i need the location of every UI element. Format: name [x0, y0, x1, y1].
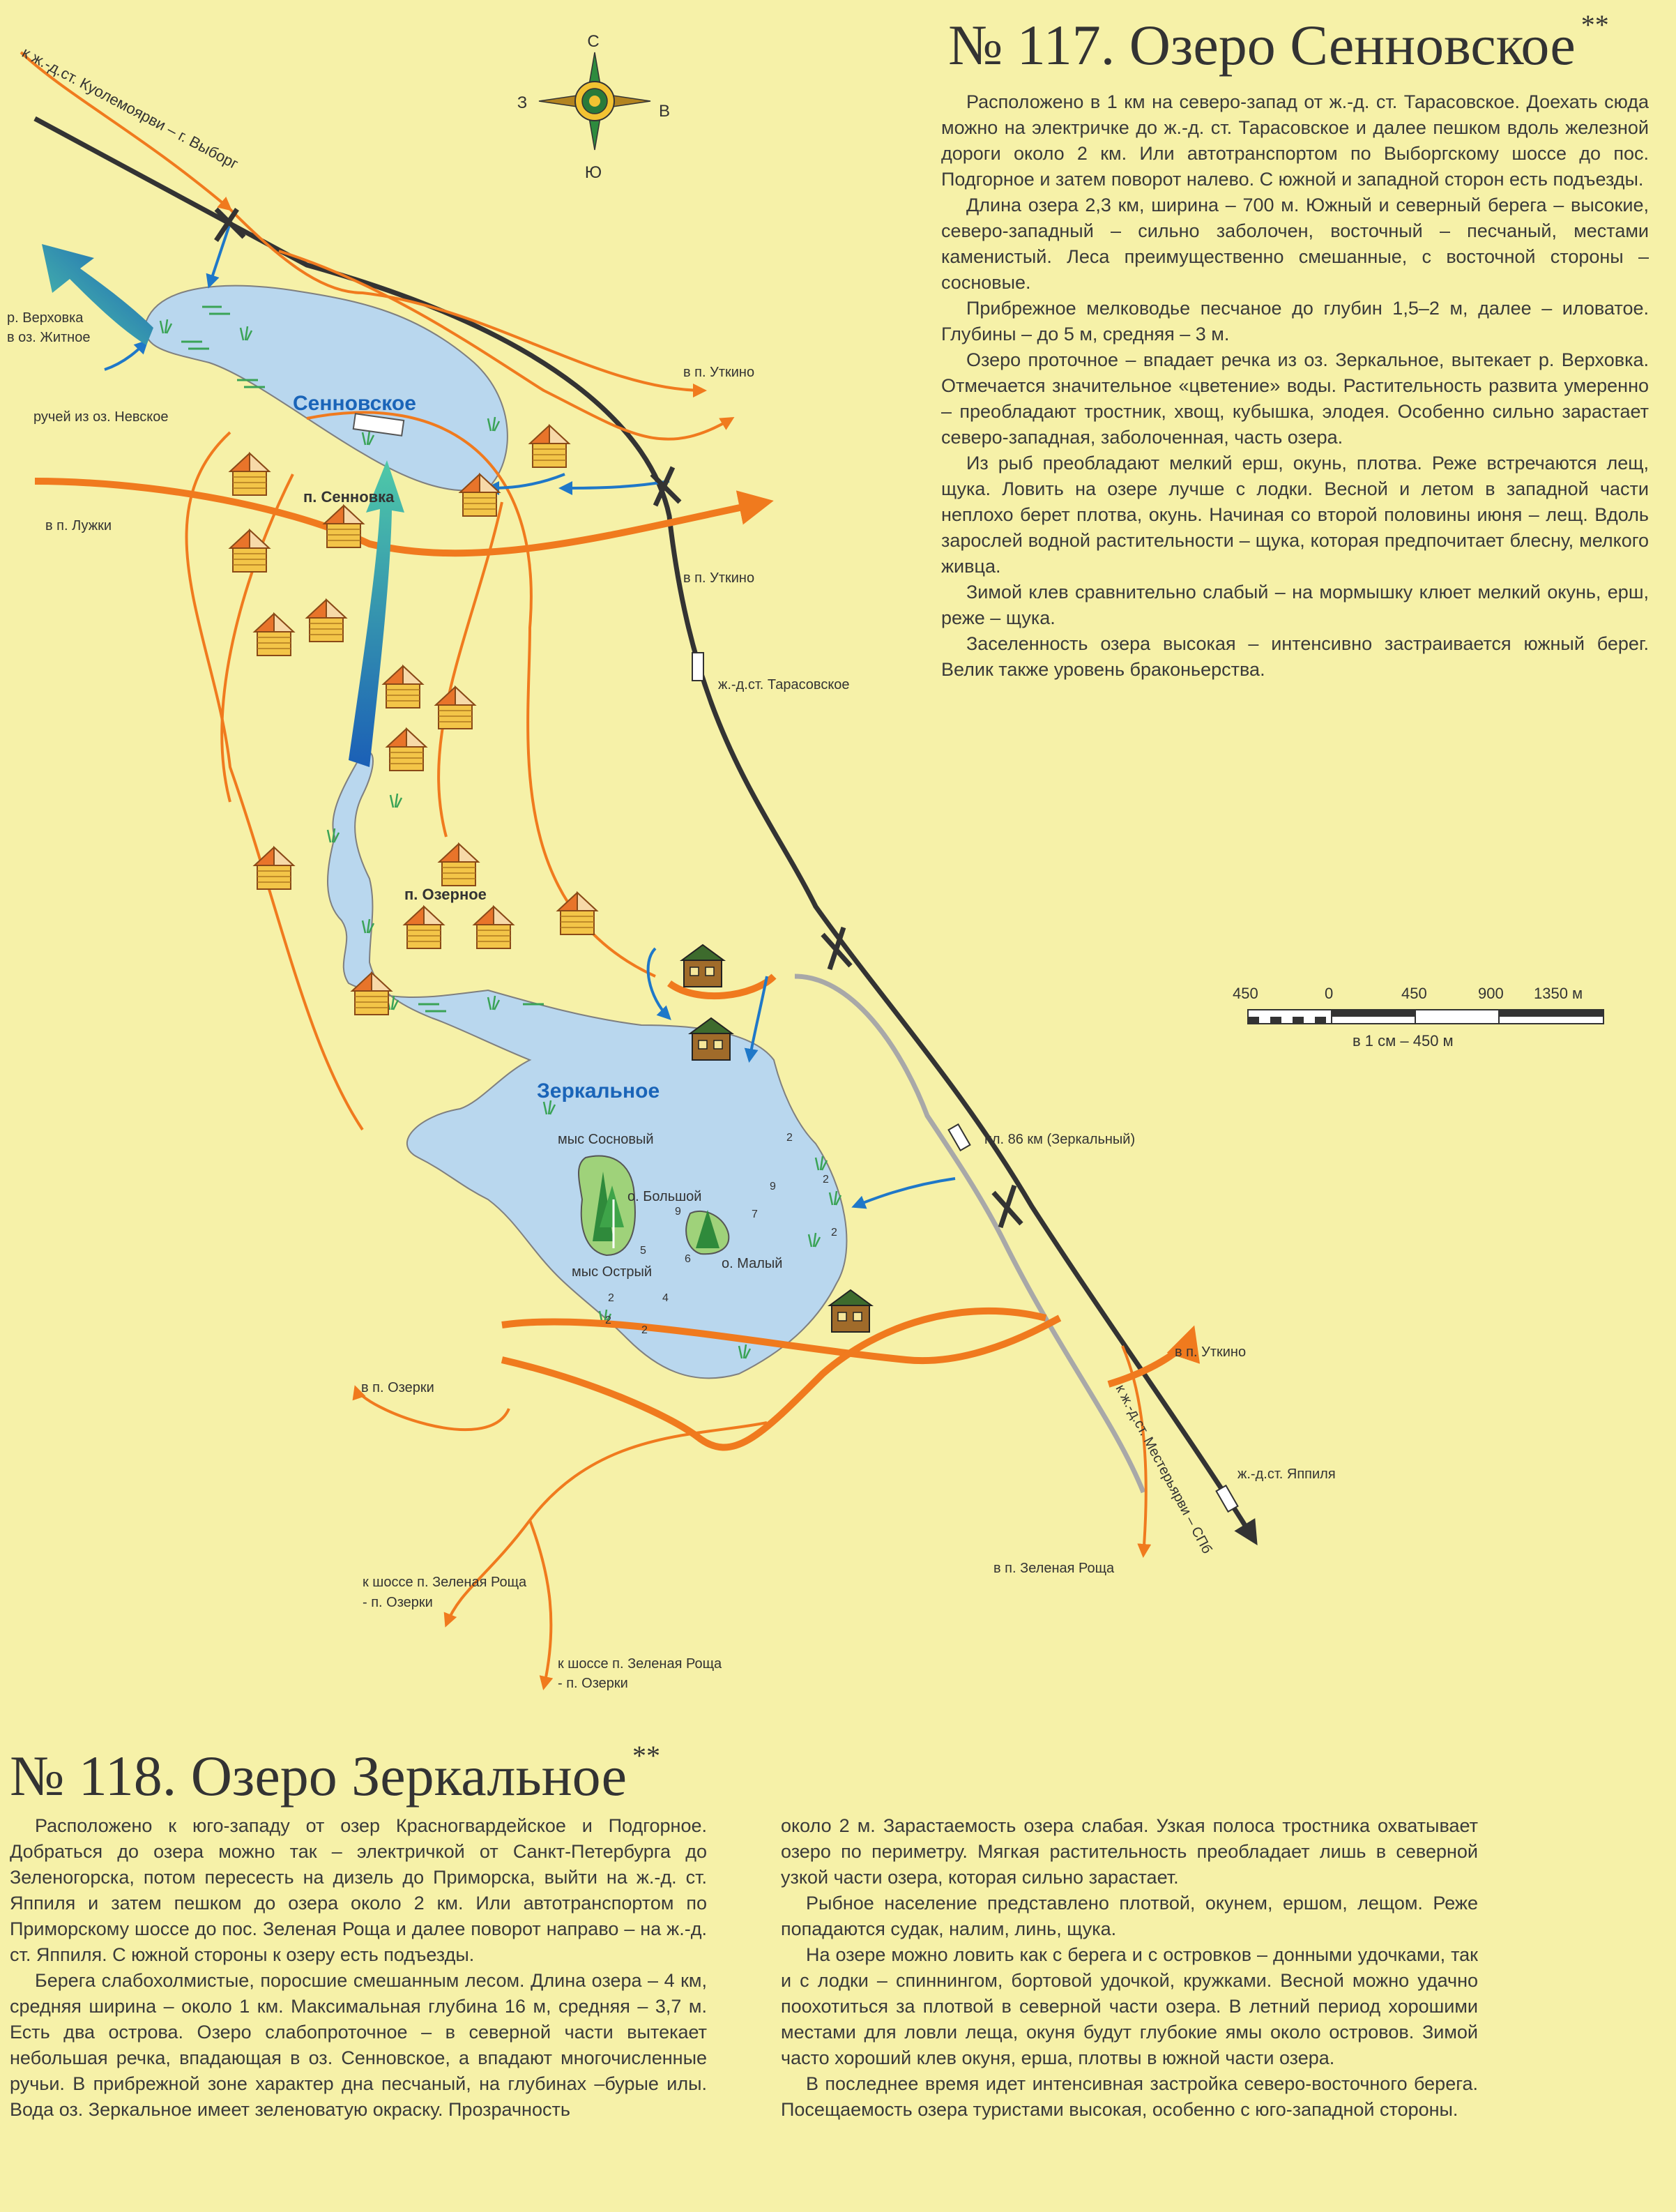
article-118-paragraph: В последнее время идет интенсивная застройка северо-восточного берега. Посещаемость озера туристами высокая, особенно с юго-западной стороны. [781, 2073, 1478, 2120]
article-118-heading [10, 1740, 660, 1809]
article-117-paragraph: Расположено в 1 км на северо-запад от ж.-д. ст. Тарасовское. Доехать сюда можно на электричке до ж.-д. ст. Тарасовское и далее пешком вдоль железной дороги около 2 км. Или автотранспортом по Выборгскому шоссе до пос. Подгорное и затем поворот налево. С южной и западной сторон есть подъезды. [941, 91, 1649, 190]
compass [517, 32, 670, 182]
article-117-heading [948, 9, 1609, 78]
article-117-paragraph: Прибрежное мелководье песчаное до глубин 1,5–2 м, далее – иловатое. Глубины – до 5 м, средняя – 3 м. [941, 298, 1649, 344]
label-rail-nw: к ж.-д.ст. Куолемоярви – г. Выборг [19, 43, 241, 173]
label-to-ozerki: в п. Озерки [361, 1380, 434, 1395]
article-118-paragraph: Берега слабохолмистые, поросшие смешанным лесом. Длина озера – 4 км, средняя ширина – около 1 км. Максимальная глубина 16 м, средняя – 3,7 м. Есть два острова. Озеро слабопроточное – в северной части вытекает небольшая речка, впадающая в оз. Сенновское, а впадают многочисленные ручьи. В прибрежной зоне характер дна песчаный, на глубинах –бурые илы. Вода оз. Зеркальное имеет зеленоватую окраску. Прозрачность [10, 1970, 707, 2120]
svg-text:1350 м: 1350 м [1534, 985, 1583, 1002]
label-cape-sosnovy: мыс Сосновый [558, 1132, 654, 1147]
svg-text:900: 900 [1478, 985, 1504, 1002]
scale-bar [1233, 985, 1603, 1050]
label-to-utkino-3: в п. Уткино [1175, 1344, 1247, 1360]
label-rail-se: к ж.-д.ст. Местерьярви – СПб [1112, 1382, 1215, 1556]
lake-name-zerkalnoe: Зеркальное [537, 1080, 660, 1103]
svg-text:9: 9 [675, 1206, 681, 1218]
svg-text:9: 9 [770, 1181, 776, 1192]
label-station-tarasovskoe: ж.-д.ст. Тарасовское [718, 677, 850, 692]
article-118-paragraph: Расположено к юго-западу от озер Красногвардейское и Подгорное. Добраться до озера можно так – электричкой от Санкт-Петербурга до Зеленогорска, потом пересесть на дизель до Приморска, выйти на ж.-д. ст. Яппиля и затем пешком до озера около 2 км. Или автотранспортом по Приморскому шоссе до пос. Зеленая Роща и далее поворот направо – на ж.-д. ст. Яппиля. С южной стороны к озеру есть подъезды. [10, 1815, 707, 1965]
article-117-paragraph: Озеро проточное – впадает речка из оз. Зеркальное, вытекает р. Верховка. Отмечается значительное «цветение» воды. Растительность развита умеренно – преобладают тростник, хвощ, кубышка, элодея. Особенно сильно зарастает северо-западная, заболоченная, часть озера. [941, 349, 1649, 448]
label-village-sennovka: п. Сенновка [303, 488, 395, 506]
label-station-yappilya: ж.-д.ст. Яппиля [1237, 1467, 1336, 1482]
svg-text:2: 2 [608, 1292, 614, 1304]
station-tarasovskoe-mark [692, 653, 703, 681]
label-verkhovka: р. Верховка [7, 310, 84, 326]
river-to-sennovskoe [349, 460, 404, 767]
svg-text:6: 6 [685, 1253, 691, 1265]
label-highway-2a: к шоссе п. Зеленая Роща [558, 1656, 722, 1672]
label-verkhovka-2: в оз. Житное [7, 330, 91, 345]
label-island-small: о. Малый [722, 1256, 783, 1271]
label-to-zelenaya-roshcha: в п. Зеленая Роща [993, 1561, 1115, 1576]
svg-text:0: 0 [1325, 985, 1334, 1002]
label-highway-1a: к шоссе п. Зеленая Роща [363, 1575, 527, 1590]
label-to-utkino-1: в п. Уткино [683, 365, 755, 380]
label-platform-86: пл. 86 км (Зеркальный) [984, 1132, 1136, 1147]
svg-text:2: 2 [641, 1324, 648, 1336]
svg-text:5: 5 [640, 1245, 646, 1257]
svg-text:450: 450 [1401, 985, 1427, 1002]
svg-text:450: 450 [1233, 985, 1258, 1002]
compass-west: З [517, 93, 528, 112]
lake-name-sennovskoe: Сенновское [293, 392, 416, 415]
label-village-ozernoe: п. Озерное [404, 886, 487, 903]
platform-86-mark [949, 1124, 970, 1150]
lake-zerkalnoe [328, 752, 846, 1378]
svg-text:2: 2 [823, 1174, 829, 1185]
article-117-number: № 117. [948, 13, 1115, 77]
article-117-paragraph: Из рыб преобладают мелкий ерш, окунь, плотва. Реже встречаются лещ, щука. Ловить на озере лучше с лодки. Весной и летом в западной части неплохо берет плотва, окунь. Начиная со второй половины июня – лещ. Вдоль зарослей водной растительности – щука, которая предпочитает блесну, мелкого живца. [941, 453, 1649, 577]
svg-text:7: 7 [752, 1209, 758, 1220]
scale-caption: в 1 см – 450 м [1353, 1032, 1454, 1050]
label-to-utkino-2: в п. Уткино [683, 570, 755, 586]
label-highway-1b: - п. Озерки [363, 1595, 433, 1610]
article-117-paragraph: Зимой клев сравнительно слабый – на мормышку клюет мелкий окунь, ерш, реже – щука. [941, 582, 1649, 628]
compass-north: С [587, 32, 600, 51]
article-118-right-column [781, 1813, 1478, 2123]
compass-east: В [658, 102, 671, 121]
island-bolshoy [579, 1156, 635, 1256]
article-117-title: Озеро Сенновское [1129, 13, 1576, 77]
svg-text:2: 2 [605, 1315, 611, 1326]
article-117-paragraph: Длина озера 2,3 км, ширина – 700 м. Южный и северный берега – высокие, северо-западный – сильно заболочен, восточный – песчаный, местами каменистый. Леса преимущественно смешанные, с восточной стороны – сосновые. [941, 195, 1649, 293]
svg-text:4: 4 [662, 1292, 669, 1304]
article-118-number: № 118. [10, 1744, 177, 1808]
article-118-paragraph: На озере можно ловить как с берега и с островков – донными удочками, так и с лодки – спиннингом, бортовой удочкой, кружками. Весной можно удачно поохотиться за плотвой в северной части озера. В летний период хорошими местами для ловли леща, окуня будут глубокие ямы около островов. Зимой часто хороший клев окуня, ерша, плотвы в южной части озера. [781, 1944, 1478, 2068]
label-highway-2b: - п. Озерки [558, 1676, 628, 1691]
label-cape-ostry: мыс Острый [572, 1264, 653, 1280]
compass-south: Ю [584, 163, 602, 182]
article-117-text [941, 89, 1649, 683]
article-118-paragraph: Рыбное население представлено плотвой, окунем, ершом, лещом. Реже попадаются судак, налим, линь, щука. [781, 1893, 1478, 1939]
article-117-paragraph: Заселенность озера высокая – интенсивно застраивается южный берег. Велик также уровень браконьерства. [941, 633, 1649, 680]
article-117-stars: ** [1580, 9, 1609, 40]
article-118-paragraph: около 2 м. Зарастаемость озера слабая. Узкая полоса тростника охватывает озеро по периметру. Мягкая растительность преобладает лишь в северной узкой части озера, которая сильно зарастает. [781, 1815, 1478, 1888]
label-island-big: о. Большой [627, 1189, 702, 1204]
article-118-left-column [10, 1813, 707, 2123]
article-118-title: Озеро Зеркальное [190, 1744, 627, 1808]
label-to-luzhki: в п. Лужки [45, 518, 112, 533]
svg-text:2: 2 [786, 1132, 793, 1144]
svg-text:2: 2 [831, 1227, 837, 1238]
label-stream: ручей из оз. Невское [33, 409, 169, 425]
station-yappilya-mark [1217, 1485, 1238, 1511]
article-118-stars: ** [632, 1740, 660, 1771]
